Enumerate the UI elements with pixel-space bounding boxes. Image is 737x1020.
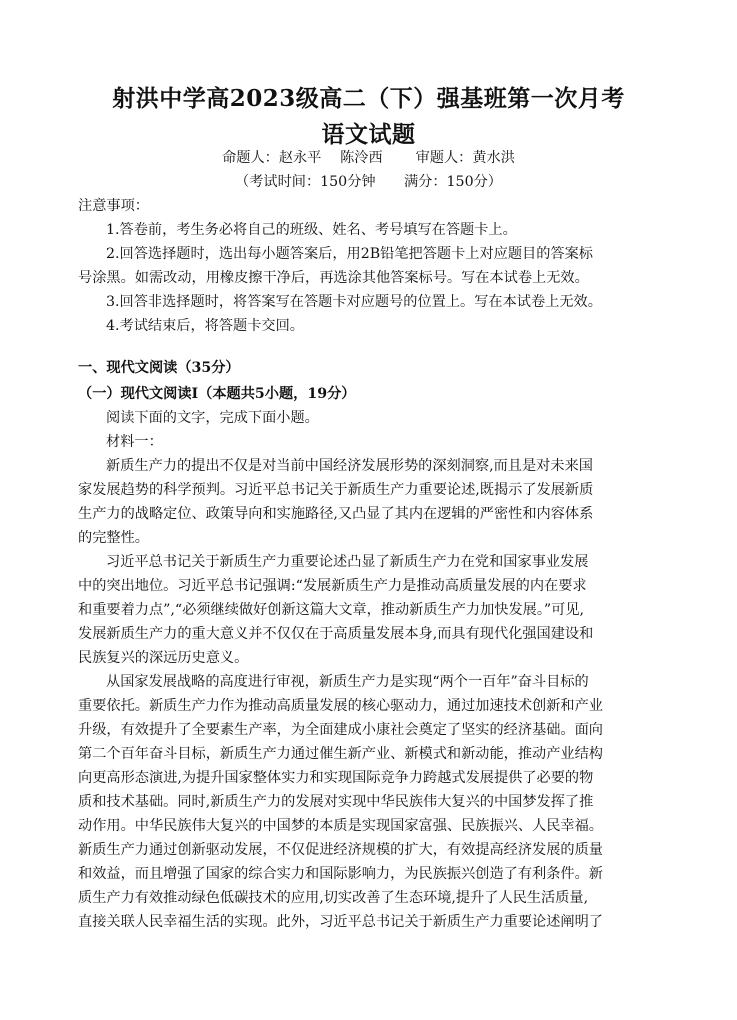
passage-line: 向更高形态演进,为提升国家整体实力和实现国际竞争力跨越式发展提供了必要的物	[78, 770, 594, 786]
exam-title: 射洪中学高2023级高二（下）强基班第一次月考	[112, 85, 625, 112]
passage-line: 质和技术基础。同时,新质生产力的发展对实现中华民族伟大复兴的中国梦发挥了推	[78, 794, 594, 810]
passage-line: 生产力的战略定位、政策导向和实施路径,又凸显了其内在逻辑的严密性和内容体系	[78, 506, 594, 522]
section-instruction: 阅读下面的文字，完成下面小题。	[106, 410, 319, 426]
exam-authors: 命题人：赵永平 陈泠西 审题人：黄水洪	[222, 150, 515, 166]
passage-line: 新质生产力的提出不仅是对当前中国经济发展形势的深刻洞察,而且是对未来国	[106, 458, 593, 474]
passage-line: 质生产力有效推动绿色低碳技术的应用,切实改善了生态环境,提升了人民生活质量,	[78, 890, 589, 906]
passage-line: 的完整性。	[78, 530, 149, 546]
passage-line: 中的突出地位。习近平总书记强调:“发展新质生产力是推动高质量发展的内在要求	[78, 578, 587, 594]
passage-line: 家发展趋势的科学预判。习近平总书记关于新质生产力重要论述,既揭示了发展新质	[78, 482, 594, 498]
section-heading: 一、现代文阅读（35分）	[78, 360, 240, 376]
passage-line: 重要依托。新质生产力作为推动高质量发展的核心驱动力，通过加速技术创新和产业	[78, 698, 603, 714]
passage-line: 发展新质生产力的重大意义并不仅仅在于高质量发展本身,而具有现代化强国建设和	[78, 626, 594, 642]
passage-line: 动作用。中华民族伟大复兴的中国梦的本质是实现国家富强、民族振兴、人民幸福。	[78, 818, 603, 834]
passage-line: 直接关联人民幸福生活的实现。此外，习近平总书记关于新质生产力重要论述阐明了	[78, 914, 603, 930]
passage-line: 和重要着力点”,“必须继续做好创新这篇大文章，推动新质生产力加快发展。”可见,	[78, 602, 585, 618]
passage-line: 习近平总书记关于新质生产力重要论述凸显了新质生产力在党和国家事业发展	[106, 554, 589, 570]
exam-subtitle: 语文试题	[321, 121, 416, 148]
notes-item: 1.答卷前，考生务必将自己的班级、姓名、考号填写在答题卡上。	[106, 222, 517, 238]
passage-line: 第二个百年奋斗目标，新质生产力通过催生新产业、新模式和新动能，推动产业结构	[78, 746, 603, 762]
exam-info: （考试时间：150分钟 满分：150分）	[235, 174, 502, 190]
passage-line: 从国家发展战略的高度进行审视，新质生产力是实现“两个一百年”奋斗目标的	[106, 674, 589, 690]
notes-heading: 注意事项：	[78, 198, 149, 214]
passage-line: 新质生产力通过创新驱动发展，不仅促进经济规模的扩大，有效提高经济发展的质量	[78, 842, 603, 858]
section-subheading: （一）现代文阅读Ⅰ（本题共5小题，19分）	[78, 386, 356, 402]
notes-item: 3.回答非选择题时，将答案写在答题卡对应题号的位置上。写在本试卷上无效。	[106, 294, 602, 310]
passage-line: 升级，有效提升了全要素生产率，为全面建成小康社会奠定了坚实的经济基础。面向	[78, 722, 603, 738]
notes-item: 号涂黑。如需改动，用橡皮擦干净后，再选涂其他答案标号。写在本试卷上无效。	[78, 270, 589, 286]
material-label: 材料一：	[106, 434, 163, 450]
passage-line: 和效益，而且增强了国家的综合实力和国际影响力，为民族振兴创造了有利条件。新	[78, 866, 603, 882]
passage-line: 民族复兴的深远历史意义。	[78, 650, 249, 666]
notes-item: 2.回答选择题时，选出每小题答案后，用2B铅笔把答题卡上对应题目的答案标	[106, 246, 593, 262]
notes-item: 4.考试结束后，将答题卡交回。	[106, 318, 304, 334]
